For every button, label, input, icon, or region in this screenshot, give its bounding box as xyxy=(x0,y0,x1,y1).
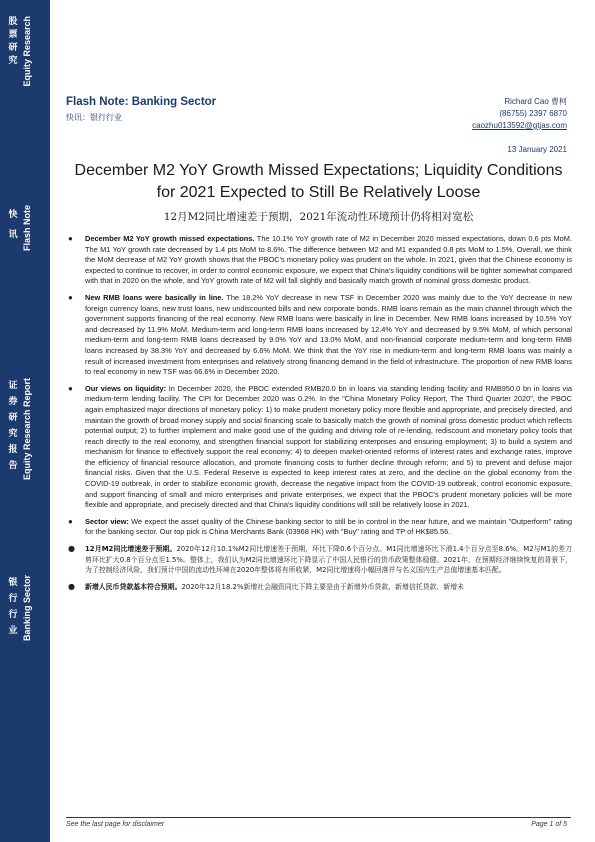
paragraph-sector-view xyxy=(66,517,572,538)
sidebar-section-equity-research-report xyxy=(0,378,50,488)
sidebar-cn-label: 快讯 xyxy=(8,210,18,240)
paragraph-lead: Sector view: xyxy=(85,516,129,526)
report-date: 13 January 2021 xyxy=(507,145,567,154)
analyst-info xyxy=(472,96,567,156)
paragraph-text: In December 2020, the PBOC extended RMB20.0 bn in loans via standing lending facility and RMB950.0 bn in loans via medium-term lending facility. The CPI for December 2020 was 0.2%. In the "China Monetary Policy Report, The Third Quarter 2020", the PBOC again emphasized major directions of monetary policy: 1) to make prudent monetary policy more flexible and appropriate, and precisely directed, and maintain the growth of broad money supply and social financing scale to basically match the growth of nominal gross domestic product which reflects potential output; 2) to further implement and make good use of the guiding and driving role of re-lending, rediscount and monetary policy tools that reach directly to the real economy, and strengthen financial support for stabilizing enterprises and ensuring employment; 3) to build a system and mechanism for finance to effectively support the real economy; 4) to deepen market-oriented reforms of interest rates and exchange rates, improve the efficiency of financial resource allocation, and promote financing costs to further decline through reform; and 5) to prevent and defuse major financial risks. Given that the U.S. Federal Reserve is expected to keep interest rates at zero, and the decline on the global economy from the COVID-19 outbreak, in order to stabilize economic growth, decrease the negative impact from the COVID-19 outbreak, control economic exposure, and support financing of small and micro enterprises and private enterprises, we expect that the PBOC's prudent monetary policies will be more flexible and appropriate, and precisely directed and that China's liquidity conditions will still be relatively loose in 2021. xyxy=(85,383,572,510)
footer-divider xyxy=(66,817,571,818)
paragraph-lead: Our views on liquidity: xyxy=(85,383,167,393)
paragraph-text: We expect the asset quality of the Chinese banking sector to still be in control in the near future, and we maintain "Outperform" rating for the banking sector. Our top pick is China Merchants Bank (03968 HK) with "Buy" rating and TP of HK$85.56. xyxy=(85,516,572,537)
paragraph-m2-growth-cn xyxy=(66,544,572,576)
paragraph-rmb-loans-cn xyxy=(66,582,572,593)
page-number: Page 1 of 5 xyxy=(531,821,567,828)
sidebar-cn-label: 股票研究 xyxy=(8,17,18,66)
report-body xyxy=(66,234,572,598)
sidebar-section-equity-research xyxy=(0,16,50,96)
bullet-icon: ● xyxy=(68,383,73,393)
sidebar-en-label: Flash Note xyxy=(22,205,32,252)
paragraph-text: The 18.2% YoY decrease in new TSF in December 2020 was mainly due to the YoY decrease in new foreign currency loans, new trust loans, new undiscounted bills and new corporate bonds. RMB loans remain as the main channel through which the government supports financing of the real economy. New RMB loans were basically in line in December. New RMB loans increased by 10.5% YoY and decreased by 11.9% MoM. Medium-term and long-term RMB loans increased by 12.4% YoY and decreased by 9.5% MoM, of which personal medium-term and long-term RMB loans decreased by 9.0% YoY and 13.0% MoM, and non-financial corporate medium-term and long-term RMB loans increased by 38.3% YoY and decreased by 6.6% MoM. We think that the YoY rise in medium-term and long-term RMB loans was mainly a result of increased investment from enterprises and relatively strong financing demand in the field of infrastructure. The proportion of new RMB loans to real economy in new TSF was 66.6% in December 2020. xyxy=(85,292,573,377)
paragraph-rmb-loans xyxy=(66,293,572,378)
sidebar-cn-label: 银行行业 xyxy=(8,578,18,636)
report-type-subtitle: 快讯：银行行业 xyxy=(66,113,122,122)
report-title-cn: 12月M2同比增速差于预期，2021年流动性环境预计仍将相对宽松 xyxy=(163,211,474,223)
sidebar-en-label: Equity Research Report xyxy=(22,378,32,481)
report-title: December M2 YoY Growth Missed Expectations; Liquidity Conditions for 2021 Expected to Still Be Relatively Loose xyxy=(74,162,563,201)
sidebar-en-label: Banking Sector xyxy=(22,575,32,642)
bullet-icon: ● xyxy=(68,581,75,591)
paragraph-text: 2020年12月10.1%M2同比增速差于预期，环比下降0.6个百分点。M1同比增速环比下滑1.4个百分点至8.6%。M2与M1的差刀剪环比扩大0.8个百分点至1.5%。整体上，我们认为M2同比增速环比下降显示了中国人民银行的货币政策整体稳健。2021年，在预期经济继续恢复的背景下，为了控制经济风险，我们预计中国的流动性环境在2020年整体将有所收紧，M2同比增速将小幅回落并与名义国内生产总值增速基本匹配。 xyxy=(85,545,572,575)
sidebar-section-banking-sector xyxy=(0,575,50,655)
analyst-phone: (86755) 2397 6870 xyxy=(499,109,567,118)
paragraph-lead: 新增人民币贷款基本符合预期。 xyxy=(85,582,182,591)
analyst-email[interactable]: caozhu013592@gtjas.com xyxy=(472,121,567,130)
paragraph-text: 2020年12月18.2%新增社会融资同比下降主要是由于新增外币贷款、新增信托贷款、新增未 xyxy=(181,582,464,591)
report-header xyxy=(66,96,216,123)
analyst-name: Richard Cao 曹柯 xyxy=(504,97,567,106)
sidebar-en-label: Equity Research xyxy=(22,16,32,87)
paragraph-liquidity xyxy=(66,384,572,511)
paragraph-lead: New RMB loans were basically in line. xyxy=(85,292,224,302)
paragraph-lead: December M2 YoY growth missed expectations. xyxy=(85,234,255,243)
sidebar-cn-label: 证券研究报告 xyxy=(8,381,18,471)
paragraph-lead: 12月M2同比增速差于预期。 xyxy=(85,545,177,554)
paragraph-m2-growth xyxy=(66,234,572,287)
bullet-icon: ● xyxy=(68,516,73,526)
sidebar xyxy=(0,0,50,842)
bullet-icon: ● xyxy=(68,544,75,554)
sidebar-section-flash-note xyxy=(0,205,50,265)
bullet-icon: ● xyxy=(68,292,73,302)
bullet-icon: ● xyxy=(68,234,73,243)
paragraph-text: The 10.1% YoY growth rate of M2 in December 2020 missed expectations, down 0.6 pts MoM. The M1 YoY growth rate decreased by 1.4 pts MoM to 8.6%. The difference between M2 and M1 expanded 0.8 pts MoM to 1.5%. Overall, we think the MoM decrease of M2 YoY growth shows that the PBOC's monetary policy was prudent on the whole. In 2021, given that the Chinese economy is expected to continue to recover, in order to control economic exposure, we expect that China's liquidity conditions will be tighter somewhat compared with that in 2020 on the whole, and YoY growth rate of M2 will fall slightly and basically match growth of nominal gross domestic product. xyxy=(85,234,572,286)
report-type-title: Flash Note: Banking Sector xyxy=(66,96,217,108)
footer-disclaimer: See the last page for disclaimer xyxy=(66,821,165,828)
